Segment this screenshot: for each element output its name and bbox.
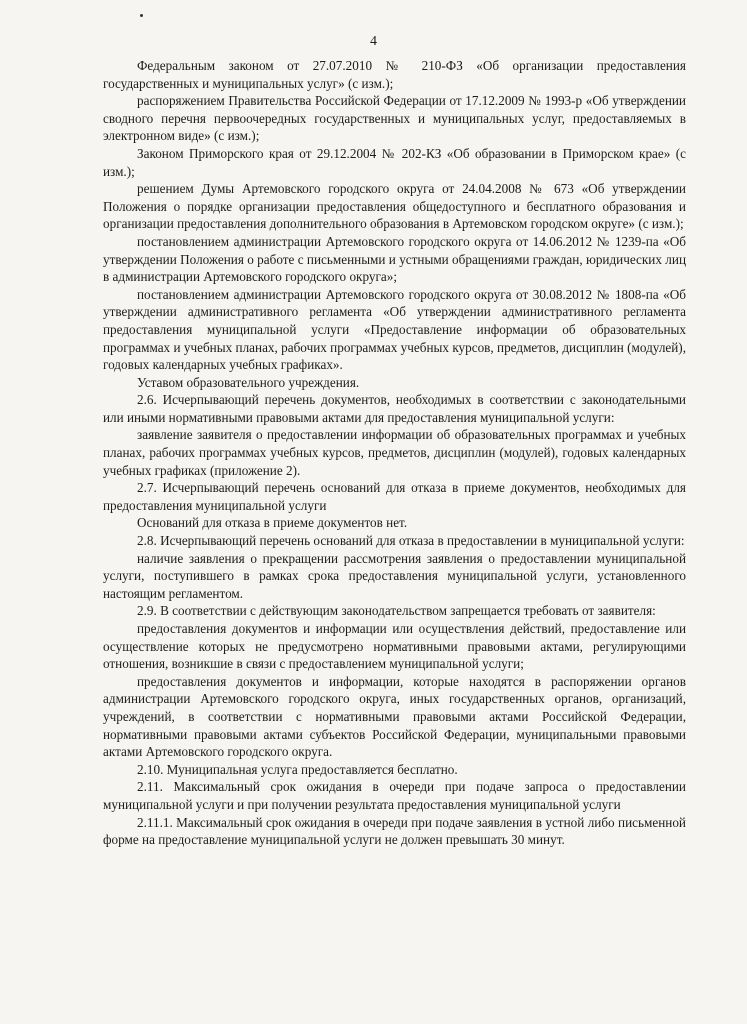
paragraph: предоставления документов и информации, которые находятся в распоряжении органов администрации Артемовского городского округа, иных государственных органов, организаций, учреждений, в соответствии с нормативными правовыми актами Российской Федерации, нормативными правовыми актами субъектов Российской Федерации, муниципальными правовыми актами Артемовского городского округа. <box>103 673 686 760</box>
paragraph: наличие заявления о прекращении рассмотрения заявления о предоставлении муниципальной услуги, поступившего в рамках срока предоставления муниципальной услуги, установленного настоящим регламентом. <box>103 550 686 601</box>
paragraph: решением Думы Артемовского городского округа от 24.04.2008 № 673 «Об утверждении Положения о порядке организации предоставления общедоступного и бесплатного образования и организации предоставления дополнительного образования в Артемовском городском округе» (с изм.); <box>103 181 686 232</box>
paragraph: постановлением администрации Артемовского городского округа от 14.06.2012 № 1239-па «Об утверждении Положения о работе с письменными и устными обращениями граждан, юридических лиц в администрации Артемовского городского округа»; <box>103 233 686 285</box>
paragraph: 2.6. Исчерпывающий перечень документов, необходимых в соответствии с законодательными или иными нормативными правовыми актами для предоставления муниципальной услуги: <box>103 392 686 425</box>
paragraph: Федеральным законом от 27.07.2010 № 210-ФЗ «Об организации предоставления государственных и муниципальных услуг» (с изм.); <box>103 58 686 91</box>
paragraph: заявление заявителя о предоставлении информации об образовательных программах и учебных планах, рабочих программах учебных курсов, предметов, дисциплин (модулей), годовых календарных учебных графиках (приложение 2). <box>103 427 686 478</box>
scan-artifact-dot <box>140 14 143 17</box>
paragraph: 2.7. Исчерпывающий перечень оснований для отказа в приеме документов, необходимых для предоставления муниципальной услуги <box>103 480 686 513</box>
paragraph: Оснований для отказа в приеме документов нет. <box>137 515 408 531</box>
paragraph: 2.8. Исчерпывающий перечень оснований для отказа в предоставлении в муниципальной услуги: <box>137 533 685 549</box>
paragraph: распоряжением Правительства Российской Федерации от 17.12.2009 № 1993-р «Об утверждении сводного перечня первоочередных государственных и муниципальных услуг, предоставляемых в электронном виде» (с изм.); <box>103 93 686 144</box>
paragraph: 2.10. Муниципальная услуга предоставляется бесплатно. <box>137 761 458 777</box>
page-number: 4 <box>370 34 377 49</box>
paragraph: 2.9. В соответствии с действующим законодательством запрещается требовать от заявителя: <box>137 603 656 619</box>
paragraph: 2.11.1. Максимальный срок ожидания в очереди при подаче заявления в устной либо письменной форме на предоставление муниципальной услуги не должен превышать 30 минут. <box>103 814 686 848</box>
paragraph: предоставления документов и информации или осуществления действий, предоставление или осуществление которых не предусмотрено нормативными правовыми актами, регулирующими отношения, возникшие в связи с предоставлением муниципальной услуги; <box>103 621 686 672</box>
paragraph: постановлением администрации Артемовского городского округа от 30.08.2012 № 1808-па «Об утверждении административного регламента «Об утверждении административного регламента предоставления муниципальной услуги «Предоставление информации об образовательных программах и учебных планах, рабочих программах учебных курсов, предметов, дисциплин (модулей), годовых календарных учебных графиках». <box>103 286 686 373</box>
paragraph: Законом Приморского края от 29.12.2004 № 202-КЗ «Об образовании в Приморском крае» (с изм.); <box>103 145 686 179</box>
paragraph: 2.11. Максимальный срок ожидания в очереди при подаче запроса о предоставлении муниципальной услуги и при получении результата предоставления муниципальной услуги <box>103 779 686 812</box>
paragraph: Уставом образовательного учреждения. <box>137 374 360 390</box>
document-body <box>103 57 686 849</box>
